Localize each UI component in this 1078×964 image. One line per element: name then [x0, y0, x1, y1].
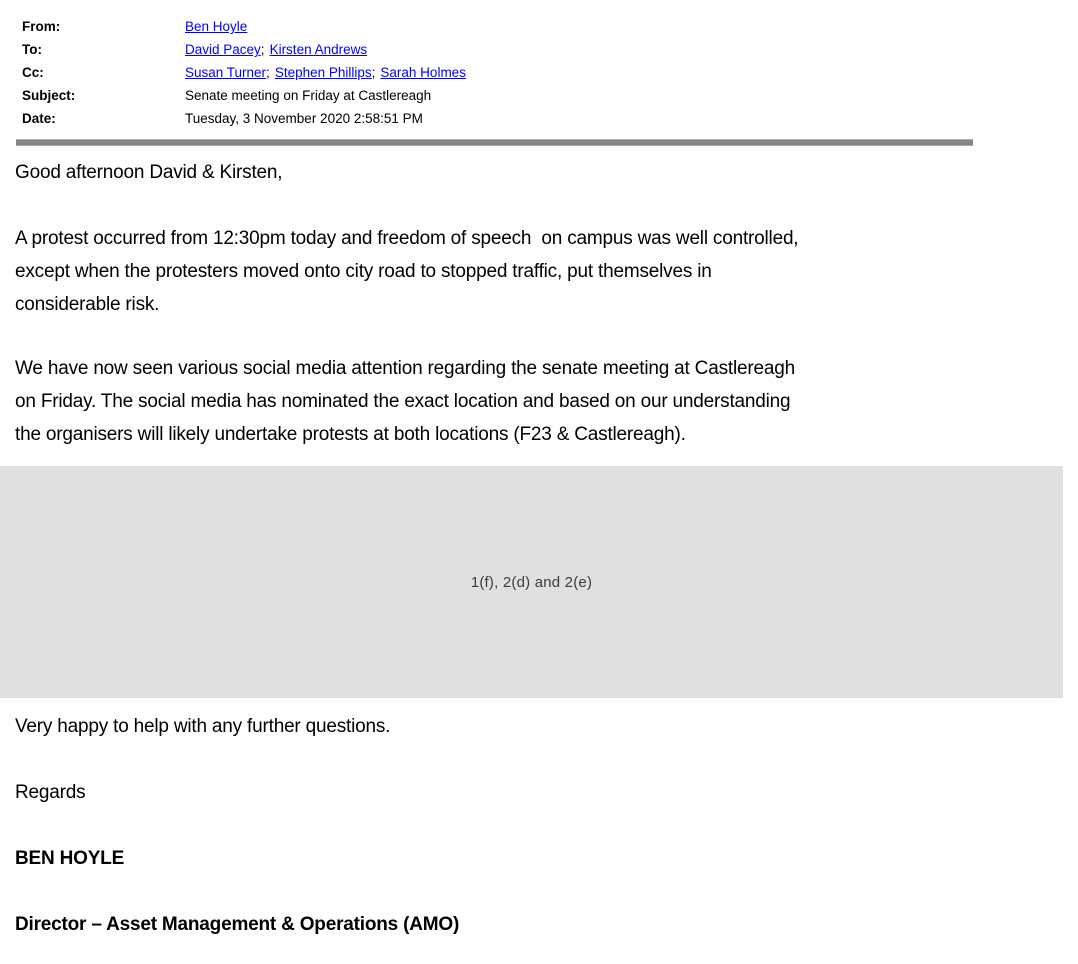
body-line: BEN HOYLE [15, 848, 125, 869]
date-label: Date: [22, 111, 56, 126]
cc-label: Cc: [22, 65, 44, 80]
to-label: To: [22, 42, 42, 57]
signature-title [15, 908, 459, 941]
date-value: Tuesday, 3 November 2020 2:58:51 PM [185, 111, 423, 126]
recipient-link[interactable]: Kirsten Andrews [269, 42, 368, 57]
header-row-date [22, 107, 466, 130]
closing-text [15, 710, 390, 743]
cc-recipient-link[interactable]: Susan Turner [185, 65, 267, 80]
header-divider [16, 139, 973, 146]
body-line: We have now seen various social media attention regarding the senate meeting at Castlereagh [15, 358, 795, 379]
greeting-text [15, 156, 282, 189]
paragraph-social-media [15, 352, 795, 451]
header-row-subject [22, 84, 466, 107]
recipient-link[interactable]: David Pacey [185, 42, 261, 57]
redaction-exemption-label: 1(f), 2(d) and 2(e) [470, 573, 593, 591]
recipient-separator: ; [266, 65, 270, 80]
body-line: on Friday. The social media has nominated the exact location and based on our understanding [15, 391, 791, 412]
recipient-separator: ; [260, 42, 265, 57]
cc-recipient-link[interactable]: Stephen Phillips [274, 65, 372, 80]
header-row-from [22, 15, 466, 38]
recipient-separator: ; [371, 65, 376, 80]
subject-label: Subject: [22, 88, 76, 103]
signature-name [15, 842, 124, 875]
redaction-block [0, 466, 1063, 698]
body-line: Director – Asset Management & Operations (AMO) [15, 914, 460, 935]
sender-link[interactable]: Ben Hoyle [185, 19, 248, 34]
to-value [185, 38, 367, 61]
email-header [22, 15, 466, 130]
header-row-to [22, 38, 466, 61]
from-label: From: [22, 19, 61, 34]
body-line: Regards [15, 782, 86, 803]
body-line: except when the protesters moved onto city road to stopped traffic, put themselves in [15, 261, 712, 282]
from-value [185, 15, 247, 38]
body-line: considerable risk. [15, 294, 160, 315]
body-line: Good afternoon David & Kirsten, [15, 162, 283, 183]
paragraph-protest [15, 222, 798, 321]
cc-value [185, 61, 466, 84]
cc-recipient-link[interactable]: Sarah Holmes [380, 65, 466, 80]
sign-off-text [15, 776, 85, 809]
body-line: A protest occurred from 12:30pm today and freedom of speech on campus was well controlled, [15, 228, 799, 249]
subject-value: Senate meeting on Friday at Castlereagh [185, 88, 432, 103]
body-line: Very happy to help with any further questions. [15, 716, 391, 737]
header-row-cc [22, 61, 466, 84]
body-line: the organisers will likely undertake protests at both locations (F23 & Castlereagh). [15, 424, 686, 445]
